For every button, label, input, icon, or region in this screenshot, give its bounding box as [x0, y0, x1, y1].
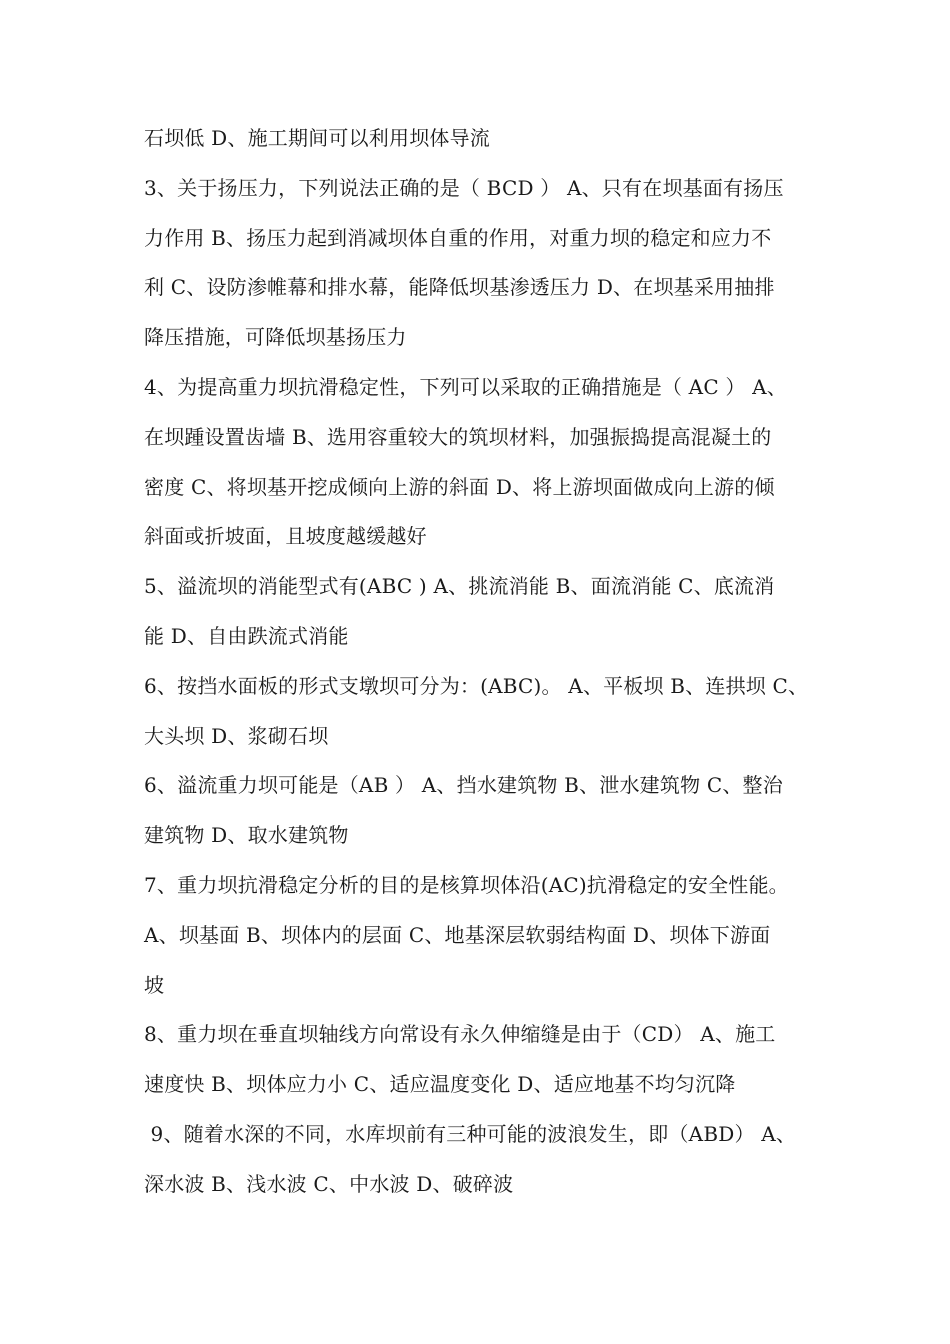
text-line: 9、随着水深的不同，水库坝前有三种可能的波浪发生，即（ABD） A、 [144, 1121, 797, 1146]
text-line: 建筑物 D、取水建筑物 [144, 823, 349, 848]
text-line: 6、溢流重力坝可能是（AB ） A、挡水建筑物 B、泄水建筑物 C、整治 [144, 773, 783, 798]
text-line: 5、溢流坝的消能型式有(ABC ) A、挑流消能 B、面流消能 C、底流消 [144, 574, 775, 599]
text-line: 7、重力坝抗滑稳定分析的目的是核算坝体沿(AC)抗滑稳定的安全性能。 [144, 872, 789, 897]
text-line: 能 D、自由跌流式消能 [144, 623, 349, 648]
text-line: A、坝基面 B、坝体内的层面 C、地基深层软弱结构面 D、坝体下游面 [144, 922, 771, 947]
text-line: 8、重力坝在垂直坝轴线方向常设有永久伸缩缝是由于（CD） A、施工 [144, 1022, 776, 1047]
text-line: 坡 [144, 972, 165, 997]
text-line: 3、关于扬压力，下列说法正确的是（ BCD ） A、只有在坝基面有扬压 [144, 175, 784, 200]
text-line: 4、为提高重力坝抗滑稳定性，下列可以采取的正确措施是（ AC ） A、 [144, 374, 787, 399]
text-line: 利 C、设防渗帷幕和排水幕，能降低坝基渗透压力 D、在坝基采用抽排 [144, 275, 775, 300]
text-line: 斜面或折坡面，且坡度越缓越好 [144, 524, 427, 549]
text-line: 在坝踵设置齿墙 B、选用容重较大的筑坝材料，加强振捣提高混凝土的 [144, 424, 772, 449]
text-line: 密度 C、将坝基开挖成倾向上游的斜面 D、将上游坝面做成向上游的倾 [144, 474, 775, 499]
text-line: 速度快 B、坝体应力小 C、适应温度变化 D、适应地基不均匀沉降 [144, 1072, 736, 1097]
text-line: 石坝低 D、施工期间可以利用坝体导流 [144, 126, 490, 150]
text-line: 力作用 B、扬压力起到消减坝体自重的作用，对重力坝的稳定和应力不 [144, 225, 772, 250]
text-line: 大头坝 D、浆砌石坝 [144, 723, 329, 748]
text-line: 6、按挡水面板的形式支墩坝可分为：(ABC)。 A、平板坝 B、连拱坝 C、 [144, 673, 809, 698]
document-body [144, 114, 812, 1210]
text-line: 降压措施，可降低坝基扬压力 [144, 325, 407, 350]
text-line: 深水波 B、浅水波 C、中水波 D、破碎波 [144, 1171, 514, 1196]
